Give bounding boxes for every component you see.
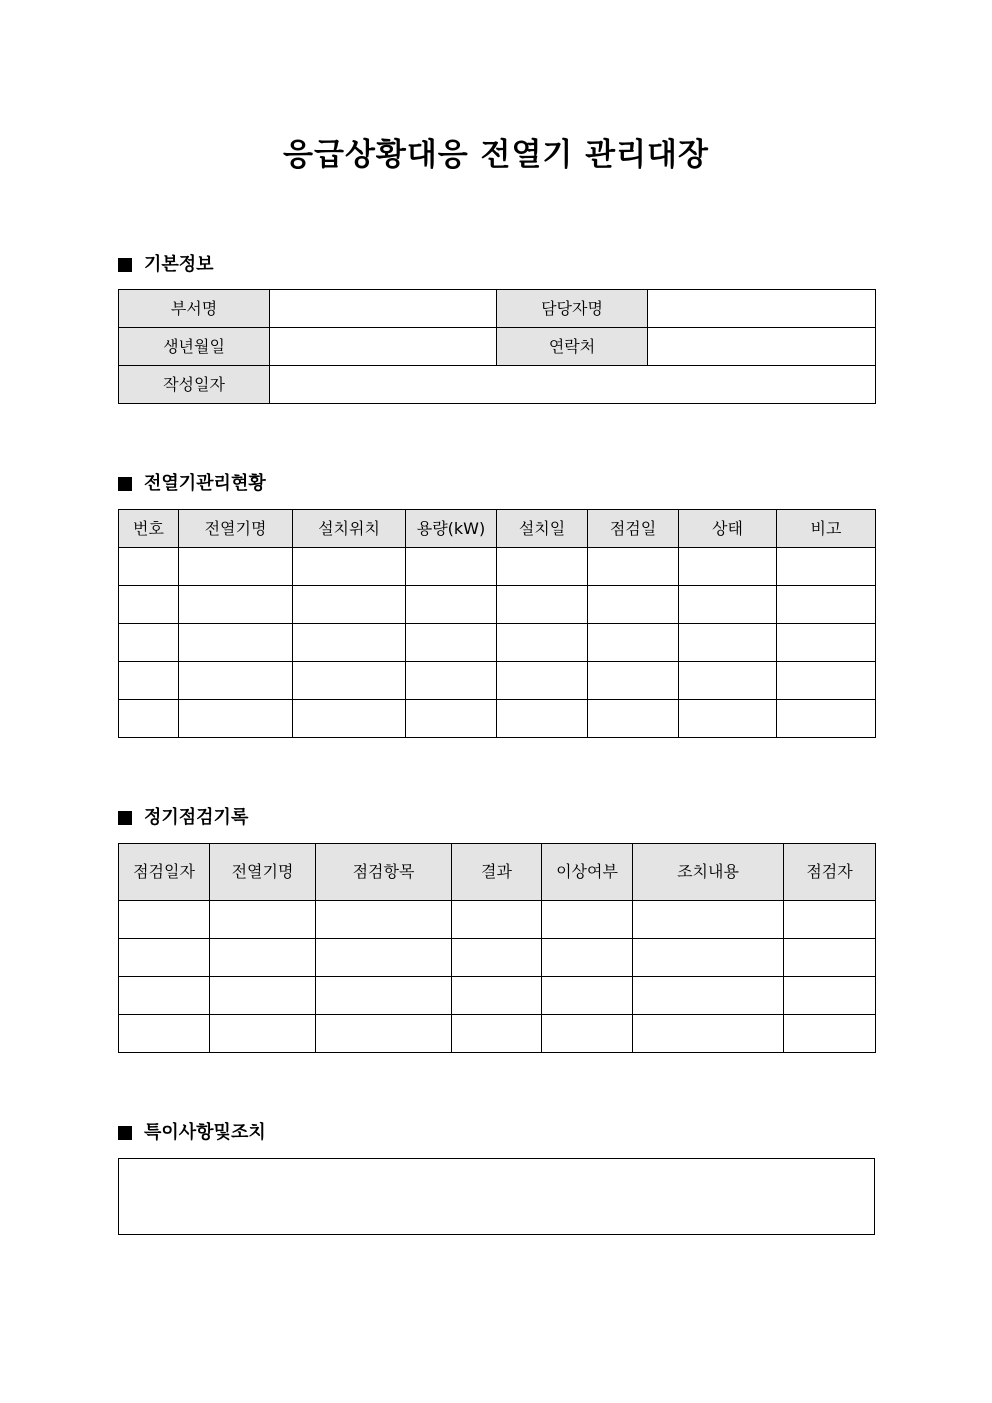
- basic-info-table: [118, 289, 876, 404]
- table-cell[interactable]: [179, 548, 293, 586]
- table-cell[interactable]: [293, 662, 406, 700]
- table-cell[interactable]: [588, 586, 679, 624]
- table-cell[interactable]: [316, 939, 452, 977]
- table-cell[interactable]: [633, 1015, 784, 1053]
- table-cell[interactable]: [293, 586, 406, 624]
- table-cell[interactable]: [119, 901, 210, 939]
- table-cell[interactable]: [542, 1015, 633, 1053]
- department-field[interactable]: [270, 290, 497, 328]
- table-row: [119, 624, 876, 662]
- column-header-abnormality: 이상여부: [542, 844, 633, 901]
- table-cell[interactable]: [542, 939, 633, 977]
- page-title: 응급상황대응 전열기 관리대장: [283, 137, 709, 173]
- table-cell[interactable]: [179, 700, 293, 738]
- table-cell[interactable]: [210, 977, 316, 1015]
- table-row: [119, 901, 876, 939]
- table-cell[interactable]: [406, 662, 497, 700]
- notes-heading: [118, 1121, 266, 1145]
- column-header-location: 설치위치: [293, 510, 406, 548]
- table-cell[interactable]: [119, 624, 179, 662]
- table-cell[interactable]: [588, 662, 679, 700]
- table-cell[interactable]: [119, 700, 179, 738]
- column-header-inspector: 점검자: [784, 844, 876, 901]
- table-cell[interactable]: [119, 548, 179, 586]
- table-cell[interactable]: [406, 548, 497, 586]
- square-bullet-icon: [118, 1126, 132, 1140]
- table-cell[interactable]: [406, 700, 497, 738]
- table-header-row: [119, 844, 876, 901]
- table-cell[interactable]: [633, 901, 784, 939]
- table-cell[interactable]: [497, 662, 588, 700]
- notes-heading-text: 특이사항및조치: [144, 1122, 266, 1143]
- table-cell[interactable]: [542, 901, 633, 939]
- table-row: [119, 548, 876, 586]
- written-date-field[interactable]: [270, 366, 876, 404]
- column-header-remarks: 비고: [777, 510, 876, 548]
- table-cell[interactable]: [777, 662, 876, 700]
- table-cell[interactable]: [784, 977, 876, 1015]
- inspection-log-table: [118, 843, 876, 1053]
- table-cell[interactable]: [588, 548, 679, 586]
- heater-status-table: [118, 509, 876, 738]
- table-cell[interactable]: [784, 1015, 876, 1053]
- birthdate-field[interactable]: [270, 328, 497, 366]
- table-cell[interactable]: [679, 586, 777, 624]
- table-cell[interactable]: [452, 901, 542, 939]
- table-cell[interactable]: [119, 586, 179, 624]
- table-cell[interactable]: [633, 977, 784, 1015]
- table-cell[interactable]: [179, 586, 293, 624]
- table-cell[interactable]: [452, 1015, 542, 1053]
- department-label: 부서명: [119, 290, 270, 328]
- square-bullet-icon: [118, 258, 132, 272]
- column-header-heater-name: 전열기명: [179, 510, 293, 548]
- table-cell[interactable]: [452, 939, 542, 977]
- table-cell[interactable]: [679, 548, 777, 586]
- column-header-number: 번호: [119, 510, 179, 548]
- table-row: [119, 977, 876, 1015]
- table-cell[interactable]: [119, 662, 179, 700]
- table-row: [119, 939, 876, 977]
- table-cell[interactable]: [316, 901, 452, 939]
- column-header-inspection-date: 점검일: [588, 510, 679, 548]
- table-row: [119, 662, 876, 700]
- column-header-install-date: 설치일: [497, 510, 588, 548]
- table-cell[interactable]: [588, 624, 679, 662]
- table-cell[interactable]: [633, 939, 784, 977]
- table-cell[interactable]: [179, 662, 293, 700]
- notes-field[interactable]: [118, 1158, 875, 1235]
- column-header-action: 조치내용: [633, 844, 784, 901]
- table-cell[interactable]: [777, 548, 876, 586]
- table-row: [119, 586, 876, 624]
- column-header-heater-name: 전열기명: [210, 844, 316, 901]
- table-cell[interactable]: [119, 939, 210, 977]
- heater-status-heading-text: 전열기관리현황: [144, 473, 266, 494]
- basic-info-heading: [118, 253, 214, 277]
- column-header-status: 상태: [679, 510, 777, 548]
- column-header-inspection-date: 점검일자: [119, 844, 210, 901]
- birthdate-label: 생년월일: [119, 328, 270, 366]
- contact-field[interactable]: [648, 328, 876, 366]
- contact-label: 연락처: [497, 328, 648, 366]
- column-header-inspection-item: 점검항목: [316, 844, 452, 901]
- table-cell[interactable]: [497, 586, 588, 624]
- table-row: [119, 1015, 876, 1053]
- table-row: [119, 700, 876, 738]
- inspection-log-heading-text: 정기점검기록: [144, 807, 249, 828]
- basic-info-heading-text: 기본정보: [144, 254, 214, 275]
- table-cell[interactable]: [210, 939, 316, 977]
- column-header-capacity: 용량(kW): [406, 510, 497, 548]
- table-cell[interactable]: [316, 977, 452, 1015]
- table-header-row: [119, 510, 876, 548]
- table-row: [119, 328, 876, 366]
- table-cell[interactable]: [210, 901, 316, 939]
- table-cell[interactable]: [777, 700, 876, 738]
- table-cell[interactable]: [497, 548, 588, 586]
- table-cell[interactable]: [679, 624, 777, 662]
- table-cell[interactable]: [777, 624, 876, 662]
- table-cell[interactable]: [588, 700, 679, 738]
- heater-status-heading: [118, 472, 266, 496]
- table-cell[interactable]: [316, 1015, 452, 1053]
- table-cell[interactable]: [679, 662, 777, 700]
- table-cell[interactable]: [119, 1015, 210, 1053]
- table-cell[interactable]: [452, 977, 542, 1015]
- column-header-result: 결과: [452, 844, 542, 901]
- table-cell[interactable]: [179, 624, 293, 662]
- table-cell[interactable]: [497, 700, 588, 738]
- table-cell[interactable]: [293, 548, 406, 586]
- table-cell[interactable]: [679, 700, 777, 738]
- inspection-log-heading: [118, 806, 248, 830]
- table-cell[interactable]: [119, 977, 210, 1015]
- table-cell[interactable]: [784, 901, 876, 939]
- square-bullet-icon: [118, 477, 132, 491]
- table-cell[interactable]: [542, 977, 633, 1015]
- table-cell[interactable]: [784, 939, 876, 977]
- table-row: [119, 290, 876, 328]
- written-date-label: 작성일자: [119, 366, 270, 404]
- table-cell[interactable]: [406, 586, 497, 624]
- manager-field[interactable]: [648, 290, 876, 328]
- table-cell[interactable]: [293, 624, 406, 662]
- table-row: [119, 366, 876, 404]
- manager-label: 담당자명: [497, 290, 648, 328]
- square-bullet-icon: [118, 811, 132, 825]
- table-cell[interactable]: [210, 1015, 316, 1053]
- table-cell[interactable]: [293, 700, 406, 738]
- table-cell[interactable]: [497, 624, 588, 662]
- table-cell[interactable]: [777, 586, 876, 624]
- table-cell[interactable]: [406, 624, 497, 662]
